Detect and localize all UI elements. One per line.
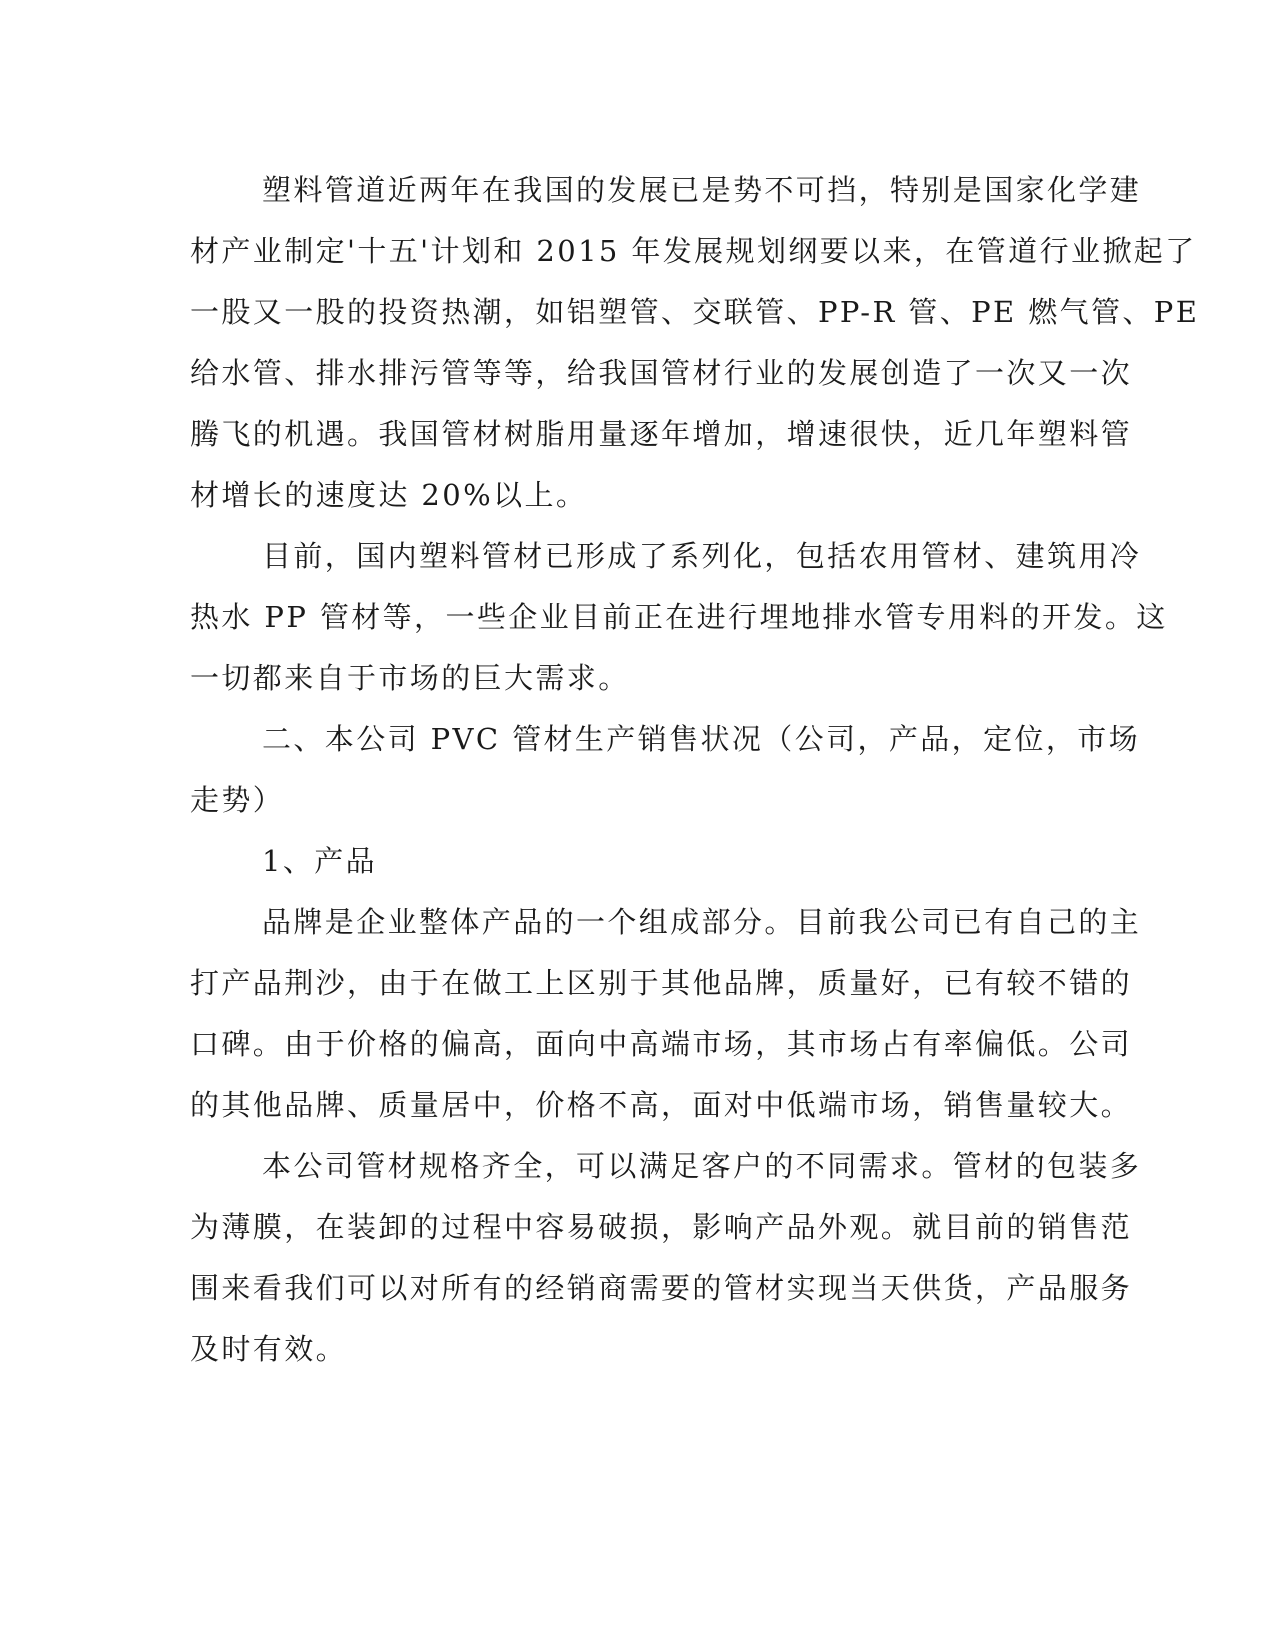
- text-line: 走势）: [190, 783, 285, 817]
- text-line: 为薄膜，在装卸的过程中容易破损，影响产品外观。就目前的销售范: [190, 1210, 1133, 1244]
- text-line: 口碑。由于价格的偏高，面向中高端市场，其市场占有率偏低。公司: [190, 1027, 1133, 1061]
- text-line: 一股又一股的投资热潮，如铝塑管、交联管、PP-R 管、PE 燃气管、PE: [190, 295, 1200, 329]
- paragraph-specifications: [190, 1136, 1142, 1380]
- paragraph-brand: [190, 892, 1142, 1136]
- text-line: 塑料管道近两年在我国的发展已是势不可挡，特别是国家化学建: [262, 173, 1142, 207]
- text-line: 材产业制定'十五'计划和 2015 年发展规划纲要以来，在管道行业掀起了: [190, 234, 1197, 268]
- text-line: 给水管、排水排污管等等，给我国管材行业的发展创造了一次又一次: [190, 356, 1133, 390]
- text-line: 热水 PP 管材等，一些企业目前正在进行埋地排水管专用料的开发。这: [190, 600, 1168, 634]
- text-line: 及时有效。: [190, 1332, 348, 1366]
- text-line: 二、本公司 PVC 管材生产销售状况（公司，产品，定位，市场: [262, 722, 1141, 756]
- text-line: 一切都来自于市场的巨大需求。: [190, 661, 630, 695]
- text-line: 腾飞的机遇。我国管材树脂用量逐年增加，增速很快，近几年塑料管: [190, 417, 1133, 451]
- text-line: 打产品荆沙，由于在做工上区别于其他品牌，质量好，已有较不错的: [190, 966, 1133, 1000]
- text-line: 的其他品牌、质量居中，价格不高，面对中低端市场，销售量较大。: [190, 1088, 1133, 1122]
- text-line: 1、产品: [262, 844, 378, 878]
- text-line: 材增长的速度达 20%以上。: [190, 478, 588, 512]
- paragraph-domestic-pipe-series: [190, 526, 1168, 709]
- section-heading-company-status: [190, 709, 1141, 831]
- paragraph-plastic-pipe-development: [190, 160, 1200, 526]
- document-body: [190, 160, 1200, 1380]
- subsection-heading-product: [190, 831, 1090, 892]
- text-line: 目前，国内塑料管材已形成了系列化，包括农用管材、建筑用冷: [262, 539, 1142, 573]
- text-line: 本公司管材规格齐全，可以满足客户的不同需求。管材的包装多: [262, 1149, 1142, 1183]
- text-line: 品牌是企业整体产品的一个组成部分。目前我公司已有自己的主: [262, 905, 1142, 939]
- text-line: 围来看我们可以对所有的经销商需要的管材实现当天供货，产品服务: [190, 1271, 1133, 1305]
